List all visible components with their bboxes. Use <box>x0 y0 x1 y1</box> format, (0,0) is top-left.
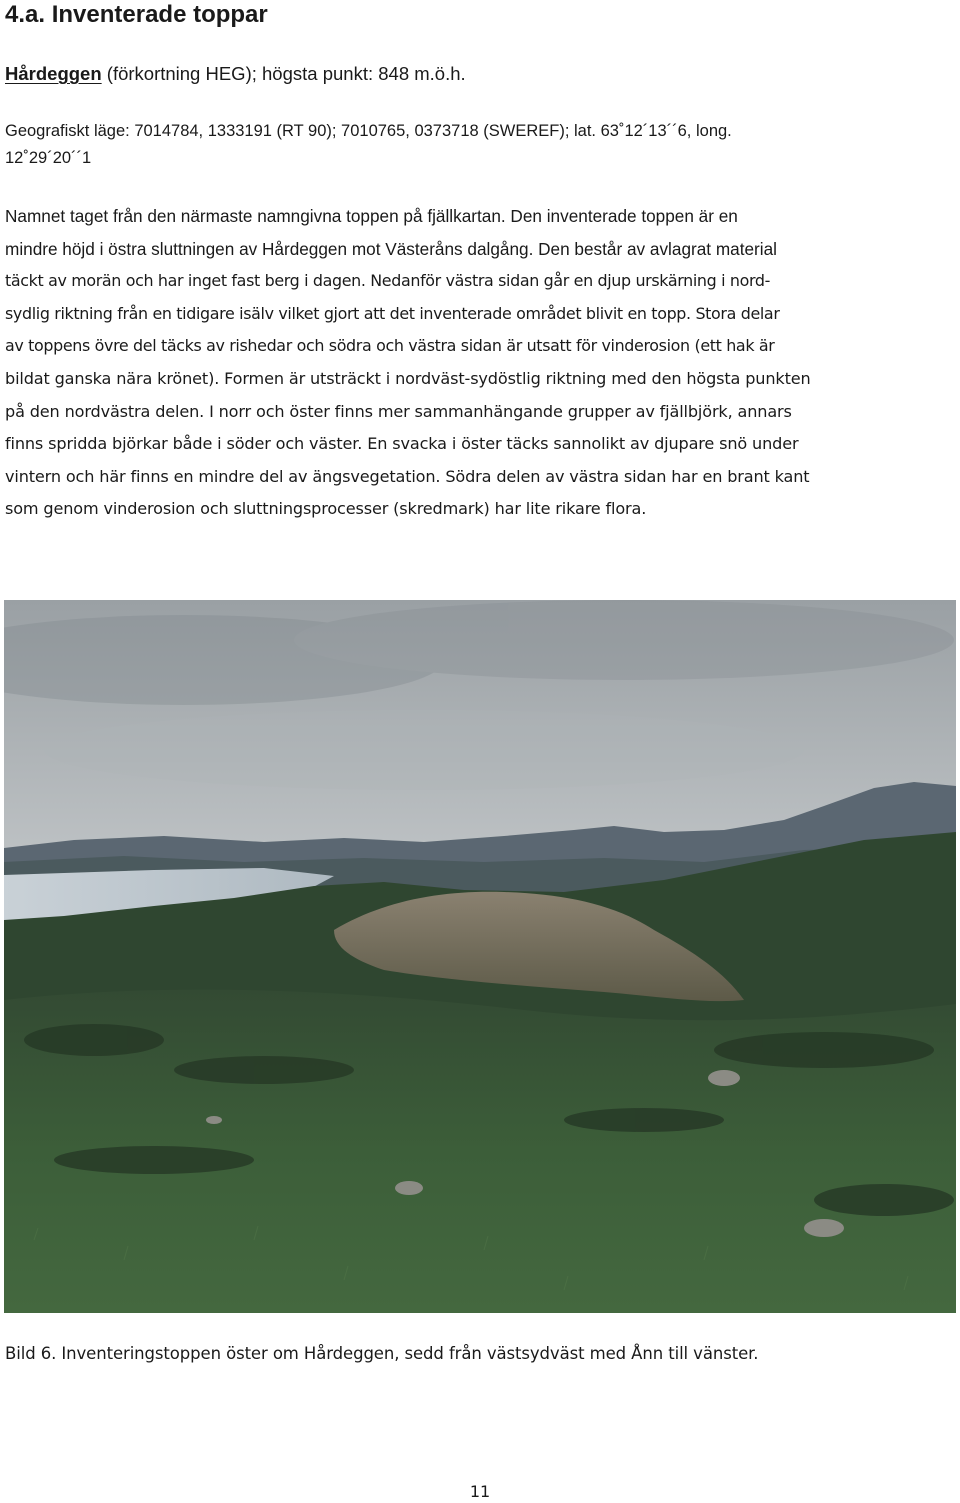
description-line: finns spridda björkar både i söder och väster. En svacka i öster täcks sannolikt av djupare snö under <box>5 434 799 454</box>
description-line: vintern och här finns en mindre del av ängsvegetation. Södra delen av västra sidan har en brant kant <box>5 466 810 486</box>
summit-name: Hårdeggen <box>5 63 102 84</box>
geo-line: 12˚29´20´´1 <box>5 149 92 167</box>
description-line: på den nordvästra delen. I norr och öster finns mer sammanhängande grupper av fjällbjörk, annars <box>5 401 792 421</box>
description-line: bildat ganska nära krönet). Formen är utsträckt i nordväst-sydöstlig riktning med den högsta punkten <box>5 368 811 388</box>
section-heading: 4.a. Inventerade toppar <box>5 1 268 28</box>
summit-details: (förkortning HEG); högsta punkt: 848 m.ö.h. <box>101 63 466 84</box>
landscape-photo <box>4 600 956 1313</box>
figure-caption: Bild 6. Inventeringstoppen öster om Hårdeggen, sedd från västsydväst med Ånn till vänster. <box>5 1344 759 1363</box>
description-line: som genom vinderosion och sluttningsprocesser (skredmark) har lite rikare flora. <box>5 499 647 519</box>
summit-title <box>5 62 466 86</box>
description-line: Namnet taget från den närmaste namngivna toppen på fjällkartan. Den inventerade toppen är en <box>5 206 738 226</box>
geo-line: Geografiskt läge: 7014784, 1333191 (RT 90); 7010765, 0373718 (SWEREF); lat. 63˚12´13´´6, long. <box>5 122 732 140</box>
description-line: mindre höjd i östra sluttningen av Hårdeggen mot Västeråns dalgång. Den består av avlagrat material <box>5 238 777 259</box>
geographic-location <box>5 118 955 172</box>
landscape-photo-illustration <box>4 600 956 1313</box>
description-line: täckt av morän och har inget fast berg i dagen. Nedanför västra sidan går en djup urskärning i nord- <box>5 271 770 291</box>
description-paragraph <box>5 200 957 526</box>
description-line: av toppens övre del täcks av rishedar och södra och västra sidan är utsatt för vinderosion (ett hak är <box>5 336 775 356</box>
page-number: 11 <box>469 1482 491 1501</box>
description-line: sydlig riktning från en tidigare isälv vilket gjort att det inventerade området blivit en topp. Stora delar <box>5 303 780 323</box>
